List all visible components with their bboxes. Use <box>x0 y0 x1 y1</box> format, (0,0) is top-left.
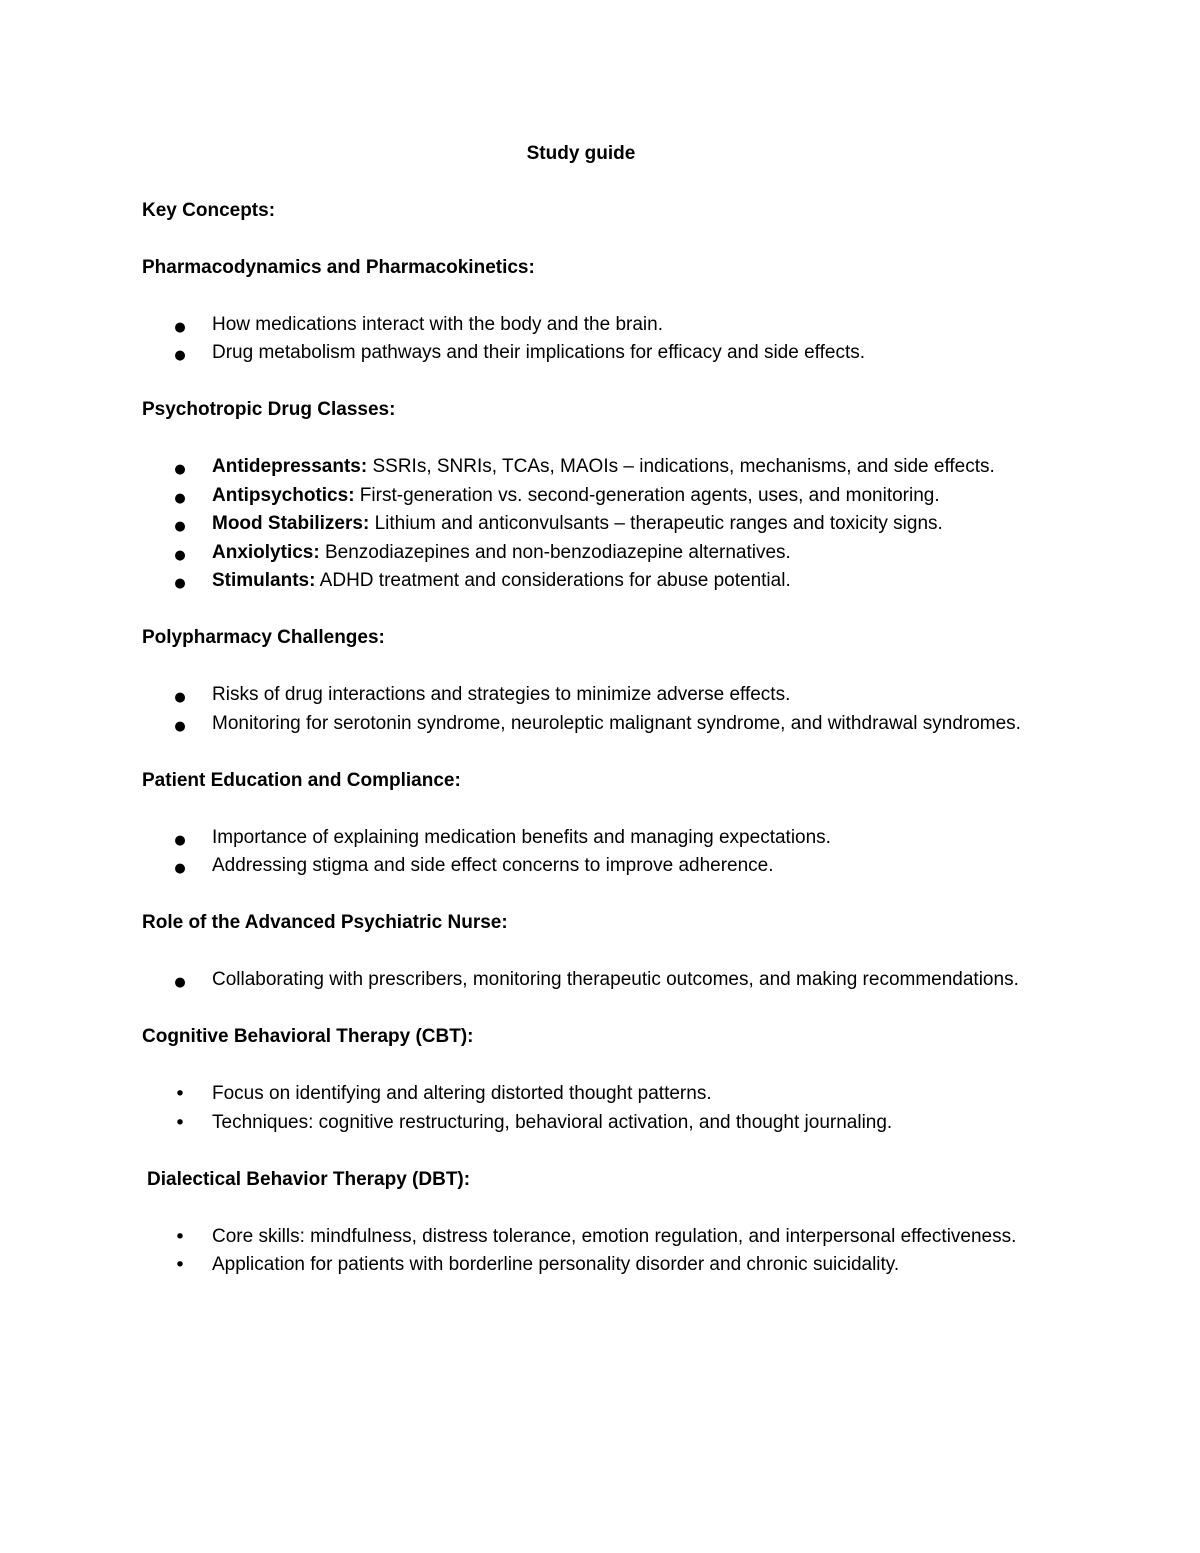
bullet-icon <box>174 482 186 514</box>
list-item-term: Antidepressants: <box>212 456 368 477</box>
list-item <box>142 1223 1072 1252</box>
bullet-icon <box>174 311 186 343</box>
list-item <box>142 453 1072 482</box>
bullet-icon <box>174 1223 186 1252</box>
bullet-icon <box>174 510 186 542</box>
bullet-icon <box>174 1251 186 1280</box>
section-heading: Pharmacodynamics and Pharmacokinetics: <box>142 256 535 278</box>
list-item-text: Risks of drug interactions and strategies to minimize adverse effects. <box>212 684 791 705</box>
list-item <box>142 824 1072 853</box>
list-item-text: Addressing stigma and side effect concerns to improve adherence. <box>212 855 774 876</box>
page-title: Study guide <box>526 143 636 164</box>
bullet-icon <box>174 539 186 571</box>
bullet-icon <box>174 710 186 742</box>
list-item-term: Stimulants: <box>212 570 316 591</box>
section-heading: Psychotropic Drug Classes: <box>142 399 396 420</box>
list-item-term: Mood Stabilizers: <box>212 513 370 534</box>
bullet-icon <box>174 966 186 998</box>
list-item-text: Application for patients with borderline personality disorder and chronic suicidality. <box>212 1254 900 1275</box>
list-item <box>142 311 1072 340</box>
bullet-list <box>142 1223 1072 1280</box>
list-item-text: SSRIs, SNRIs, TCAs, MAOIs – indications, mechanisms, and side effects. <box>367 456 995 477</box>
list-item-text: Core skills: mindfulness, distress tolerance, emotion regulation, and interpersonal effectiveness. <box>212 1225 1017 1247</box>
bullet-icon <box>174 824 186 856</box>
list-item <box>142 1080 1072 1109</box>
list-item-text: Focus on identifying and altering distorted thought patterns. <box>212 1083 712 1104</box>
section-heading: Patient Education and Compliance: <box>142 769 461 791</box>
bullet-list <box>142 1080 1072 1137</box>
list-item <box>142 567 1072 596</box>
bullet-list <box>142 681 1072 738</box>
list-item-text: How medications interact with the body and the brain. <box>212 313 663 335</box>
sections-container <box>142 254 1072 1280</box>
list-item-text: Lithium and anticonvulsants – therapeutic ranges and toxicity signs. <box>369 513 943 534</box>
document-subtitle: Key Concepts: <box>142 199 276 221</box>
list-item-text: Collaborating with prescribers, monitoring therapeutic outcomes, and making recommendations. <box>212 969 1019 990</box>
list-item <box>142 1109 1072 1138</box>
list-item-text: Drug metabolism pathways and their implications for efficacy and side effects. <box>212 342 866 363</box>
list-item-text: Techniques: cognitive restructuring, behavioral activation, and thought journaling. <box>212 1111 893 1133</box>
section-heading: Role of the Advanced Psychiatric Nurse: <box>142 912 508 933</box>
list-item <box>142 966 1072 995</box>
list-item <box>142 1251 1072 1280</box>
document-body <box>142 140 1072 1308</box>
section-heading: Dialectical Behavior Therapy (DBT): <box>147 1168 471 1190</box>
bullet-icon <box>174 567 186 599</box>
list-item <box>142 710 1072 739</box>
list-item <box>142 681 1072 710</box>
list-item <box>142 539 1072 568</box>
section-heading: Polypharmacy Challenges: <box>142 627 385 648</box>
bullet-list <box>142 824 1072 881</box>
bullet-icon <box>174 1109 186 1138</box>
bullet-icon <box>174 852 186 884</box>
bullet-list <box>142 966 1072 995</box>
list-item <box>142 482 1072 511</box>
list-item-text: ADHD treatment and considerations for abuse potential. <box>315 570 791 591</box>
list-item <box>142 339 1072 368</box>
bullet-icon <box>174 1080 186 1109</box>
list-item-text: Importance of explaining medication benefits and managing expectations. <box>212 826 831 848</box>
bullet-list <box>142 453 1072 596</box>
bullet-icon <box>174 453 186 485</box>
bullet-list <box>142 311 1072 368</box>
list-item-text: First-generation vs. second-generation agents, uses, and monitoring. <box>354 484 940 506</box>
list-item <box>142 852 1072 881</box>
list-item-term: Anxiolytics: <box>212 541 320 563</box>
section-heading: Cognitive Behavioral Therapy (CBT): <box>142 1026 474 1047</box>
list-item-text: Benzodiazepines and non-benzodiazepine alternatives. <box>319 541 791 563</box>
bullet-icon <box>174 339 186 371</box>
list-item-term: Antipsychotics: <box>212 484 355 506</box>
list-item <box>142 510 1072 539</box>
list-item-text: Monitoring for serotonin syndrome, neuroleptic malignant syndrome, and withdrawal syndromes. <box>212 712 1021 734</box>
bullet-icon <box>174 681 186 713</box>
